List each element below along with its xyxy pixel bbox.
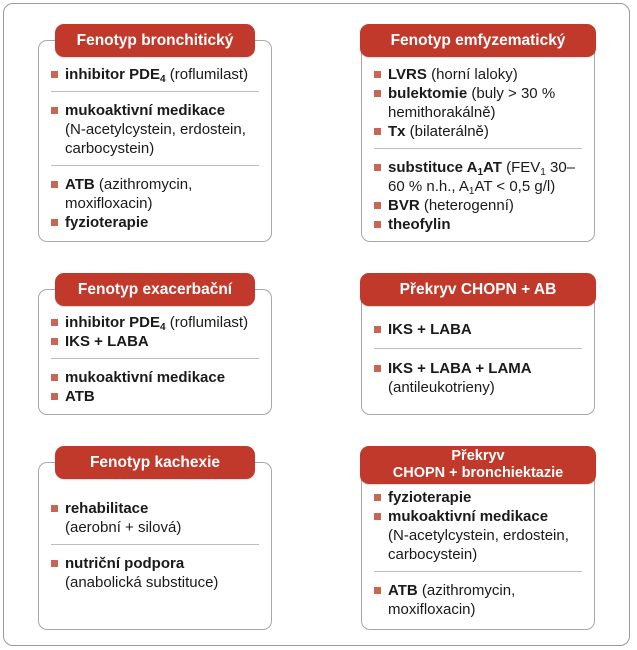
card-body [374, 488, 582, 619]
divider [51, 544, 259, 545]
bullet [51, 107, 58, 114]
list-item: mukoaktivní medikace (N-acetylcystein, erdostein, carbocystein) [374, 507, 582, 564]
bullet [374, 494, 381, 501]
bullet [374, 164, 381, 171]
card-cachexia [38, 454, 272, 630]
list-item: fyzioterapie [374, 488, 582, 507]
card-title: Fenotyp exacerbační [55, 273, 255, 306]
card-body [374, 320, 582, 397]
bullet [51, 219, 58, 226]
list-item: bulektomie (buly > 30 % hemithorakálně) [374, 84, 582, 122]
list-item: Tx (bilaterálně) [374, 122, 582, 141]
bullet [51, 374, 58, 381]
divider [374, 148, 582, 149]
list-item: fyzioterapie [51, 213, 259, 232]
list-item: inhibitor $PDE_4$ (roflumilast) [51, 65, 259, 84]
card-title: Fenotyp kachexie [55, 446, 255, 479]
bullet [374, 202, 381, 209]
bullet [51, 560, 58, 567]
list-item: IKS + LABA [374, 320, 582, 339]
card-title: Překryv CHOPN + AB [360, 273, 596, 306]
divider [374, 348, 582, 349]
card-title: Fenotyp emfyzematický [360, 24, 596, 57]
list-item: rehabilitace (aerobní + silová) [51, 499, 259, 537]
list-item: ATB [51, 387, 259, 406]
bullet [374, 326, 381, 333]
bullet [51, 71, 58, 78]
card-bronchitic [38, 32, 272, 242]
card-body [51, 65, 259, 232]
list-item: mukoaktivní medikace [51, 368, 259, 387]
list-item: mukoaktivní medikace (N-acetylcystein, erdostein, carbocystein) [51, 101, 259, 158]
bullet [51, 393, 58, 400]
list-item: ATB (azithromycin, moxifloxacin) [374, 581, 582, 619]
card-emphysematic [361, 32, 595, 242]
bullet [374, 513, 381, 520]
card-body [374, 65, 582, 234]
divider [51, 165, 259, 166]
bullet [51, 505, 58, 512]
divider [51, 358, 259, 359]
list-item: theofylin [374, 215, 582, 234]
list-item: IKS + LABA [51, 332, 259, 351]
list-item: LVRS (horní laloky) [374, 65, 582, 84]
bullet [51, 181, 58, 188]
card-overlap-bronchiectasis [361, 448, 595, 630]
divider [374, 571, 582, 572]
bullet [374, 365, 381, 372]
divider [51, 91, 259, 92]
card-overlap-ab [361, 281, 595, 415]
bullet [374, 587, 381, 594]
list-item: BVR (heterogenní) [374, 196, 582, 215]
bullet [374, 71, 381, 78]
bullet [374, 128, 381, 135]
bullet [51, 319, 58, 326]
bullet [51, 338, 58, 345]
list-item: ATB (azithromycin, moxifloxacin) [51, 175, 259, 213]
list-item: inhibitor $PDE_4$ (roflumilast) [51, 313, 259, 332]
list-item: nutriční podpora (anabolická substituce) [51, 554, 259, 592]
list-item: substituce $A_1AT$ ($FEV_1$ 30–60 % n.h., $A_1AT < 0,5$ g/l) [374, 158, 582, 196]
card-title: Fenotyp bronchitický [55, 24, 255, 57]
card-title: Překryv CHOPN + bronchiektazie [360, 446, 596, 484]
card-body [51, 313, 259, 406]
bullet [374, 90, 381, 97]
card-exacerbation [38, 281, 272, 415]
bullet [374, 221, 381, 228]
list-item: IKS + LABA + LAMA (antileukotrieny) [374, 359, 582, 397]
card-body [51, 499, 259, 592]
